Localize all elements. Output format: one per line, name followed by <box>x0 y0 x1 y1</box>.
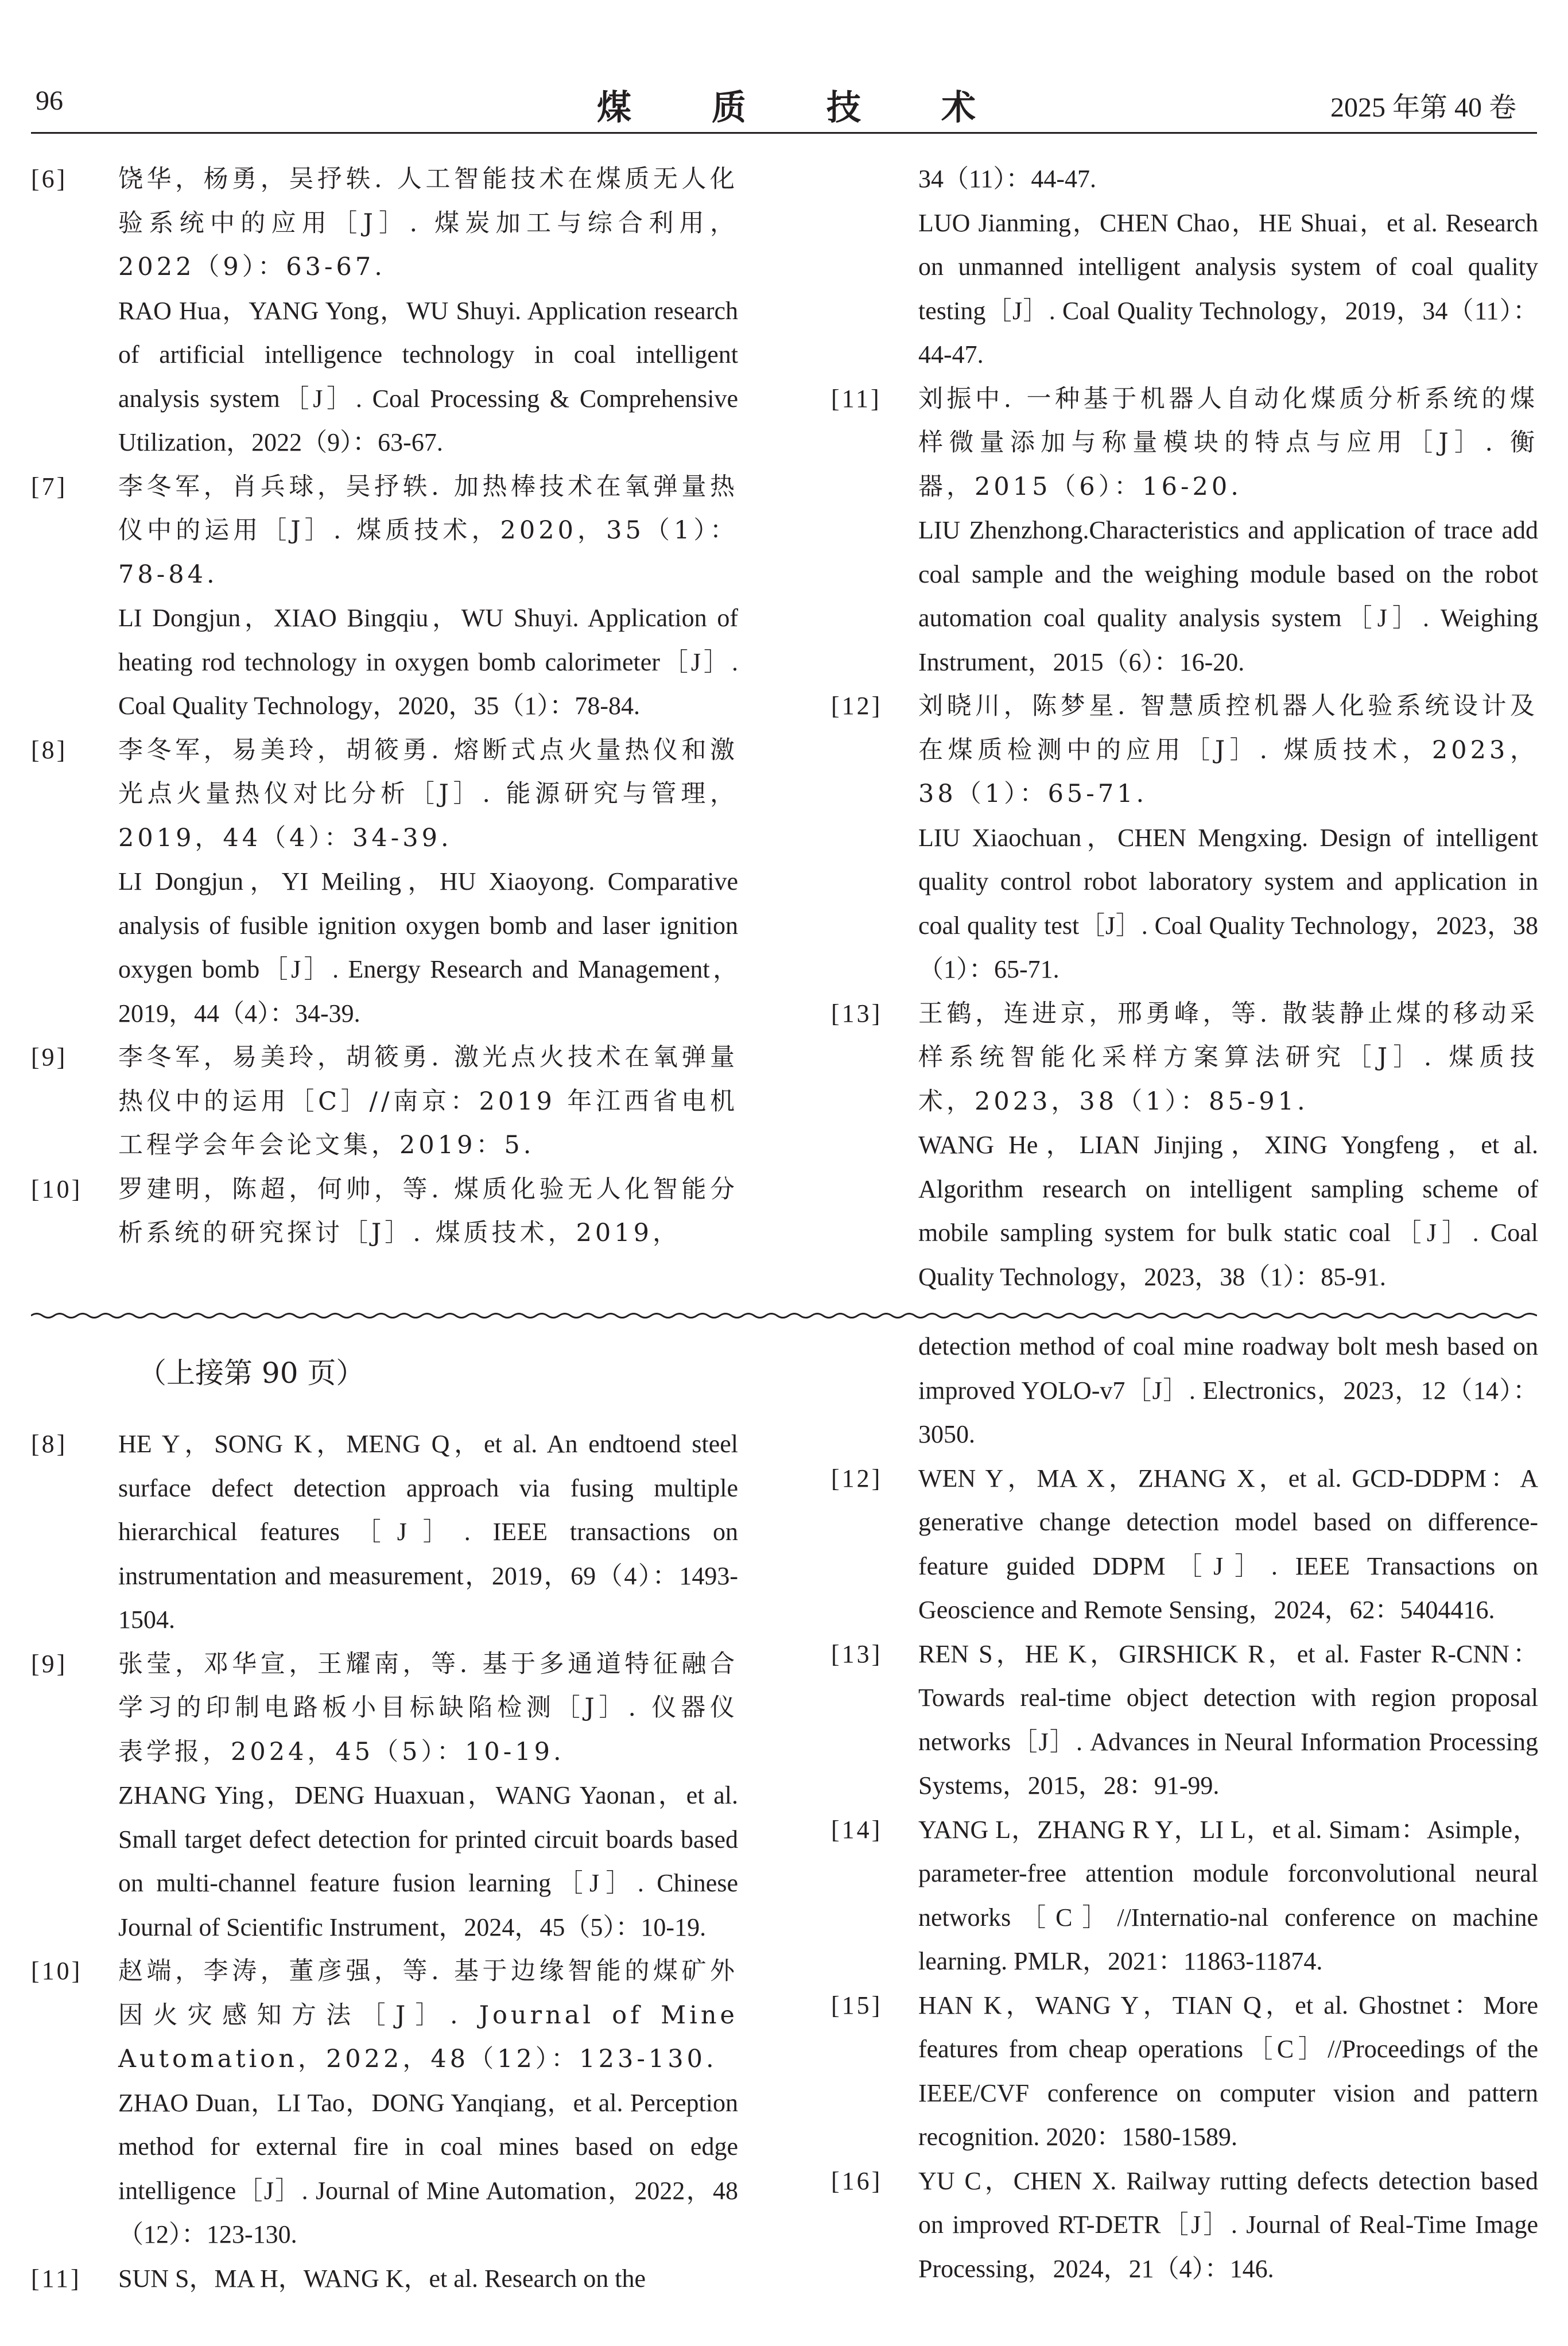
reference-text-en: WANG He，LIAN Jinjing，XING Yongfeng，et al. Algorithm research on intelligent sampling scheme of mobile sampling system for bulk static coal［J］. Coal Quality Technology，2023，38（1）：85-91. <box>918 1131 1538 1291</box>
reference-item <box>31 465 738 728</box>
reference-text-en: YU C，CHEN X. Railway rutting defects detection based on improved RT-DETR［J］. Journal of Real-Time Image Processing，2024，21（4）：146. <box>918 2166 1538 2283</box>
page-number: 96 <box>36 86 63 116</box>
references-column-left-2 <box>31 1422 738 2301</box>
reference-number: [11] <box>831 384 882 413</box>
reference-number: [10] <box>31 1957 83 1985</box>
reference-text-cn: 罗建明，陈超，何帅，等. 煤质化验无人化智能分析系统的研究探讨［J］. 煤质技术，2019， <box>118 1174 738 1247</box>
reference-item <box>31 157 738 465</box>
reference-text-cn: 李冬军，易美玲，胡筱勇. 熔断式点火量热仪和激光点火量热仪对比分析［J］. 能源研究与管理，2019，44（4）：34-39. <box>118 735 738 852</box>
journal-title-char: 质 <box>712 88 746 128</box>
journal-title <box>597 80 976 130</box>
reference-number: [12] <box>831 692 883 720</box>
reference-continuation <box>831 157 1538 377</box>
reference-number: [11] <box>31 2264 81 2293</box>
reference-item <box>831 1457 1538 1632</box>
journal-title-char: 煤 <box>597 88 631 128</box>
reference-text-en: LIU Zhenzhong.Characteristics and application of trace add coal sample and the weighing module based on the robot automation coal quality analysis system［J］. Weighing Instrument，2015（6）：16-20. <box>918 516 1538 676</box>
reference-number: [8] <box>31 1430 68 1458</box>
journal-title-char: 术 <box>941 88 976 128</box>
reference-text-en: HE Y，SONG K，MENG Q，et al. An endtoend steel surface defect detection approach via fusing multiple hierarchical features［J］. IEEE transactions on instrumentation and measurement，2019，69（4）：1493-1504. <box>118 1430 738 1634</box>
references-column-right-2 <box>831 1325 1538 2291</box>
reference-number: [6] <box>31 165 68 193</box>
reference-item <box>831 684 1538 992</box>
reference-text-cn: 刘晓川，陈梦星. 智慧质控机器人化验系统设计及在煤质检测中的应用［J］. 煤质技术，2023，38（1）：65-71. <box>918 692 1538 808</box>
reference-text-en: HAN K，WANG Y，TIAN Q，et al. Ghostnet：More features from cheap operations［C］//Proceedings of the IEEE/CVF conference on computer vision and pattern recognition. 2020：1580-1589. <box>918 1991 1538 2151</box>
reference-text-en: YANG L，ZHANG R Y，LI L，et al. Simam：Asimple，parameter-free attention module forconvolutional neural networks［C］//Internatio-nal conference on machine learning. PMLR，2021：11863-11874. <box>918 1815 1538 1975</box>
header-rule <box>31 132 1537 134</box>
reference-item <box>31 1642 738 1950</box>
journal-title-char: 技 <box>826 88 861 128</box>
reference-text-en: REN S，HE K，GIRSHICK R，et al. Faster R-CNN：Towards real-time object detection with region proposal networks［J］. Advances in Neural Information Processing Systems，2015，28：91-99. <box>918 1639 1538 1800</box>
reference-text-cn: 王鹤，连进京，邢勇峰，等. 散装静止煤的移动采样系统智能化采样方案算法研究［J］. 煤质技术，2023，38（1）：85-91. <box>918 999 1538 1116</box>
reference-item <box>831 2159 1538 2291</box>
continued-from-note: （上接第 90 页） <box>138 1356 365 1390</box>
references-column-left <box>31 157 738 1255</box>
reference-continuation-text: detection method of coal mine roadway bolt mesh based on improved YOLO-v7［J］. Electronics，2023，12（14）：3050. <box>918 1332 1538 1448</box>
reference-text-cn: 李冬军，易美玲，胡筱勇. 激光点火技术在氧弹量热仪中的运用［C］//南京：2019 年江西省电机工程学会年会论文集，2019：5. <box>118 1043 738 1160</box>
volume-label: 2025 年第 40 卷 <box>1330 92 1516 123</box>
reference-item <box>831 1984 1538 2159</box>
reference-item <box>31 2257 738 2301</box>
reference-number: [8] <box>31 735 68 764</box>
reference-number: [9] <box>31 1649 68 1678</box>
reference-text-cn: 刘振中. 一种基于机器人自动化煤质分析系统的煤样微量添加与称量模块的特点与应用［J］. 衡器，2015（6）：16-20. <box>918 384 1538 501</box>
reference-item <box>31 1168 738 1255</box>
reference-text-en: WEN Y，MA X，ZHANG X，et al. GCD-DDPM：A generative change detection model based on difference-feature guided DDPM［J］. IEEE Transactions on Geoscience and Remote Sensing，2024，62：5404416. <box>918 1464 1538 1624</box>
reference-number: [9] <box>31 1043 68 1071</box>
reference-item <box>31 1036 738 1168</box>
reference-item <box>31 728 738 1036</box>
reference-item <box>831 992 1538 1300</box>
reference-number: [15] <box>831 1991 883 2019</box>
reference-item <box>831 1808 1538 1984</box>
reference-text-en: SUN S，MA H，WANG K，et al. Research on the <box>118 2264 646 2293</box>
reference-number: [13] <box>831 1639 883 1668</box>
reference-text-cn: 赵端，李涛，董彦强，等. 基于边缘智能的煤矿外因火灾感知方法［J］. Journal of Mine Automation，2022，48（12）：123-130. <box>118 1957 738 2073</box>
reference-text-cn: 李冬军，肖兵球，吴抒轶. 加热棒技术在氧弹量热仪中的运用［J］. 煤质技术，2020，35（1）：78-84. <box>118 472 738 589</box>
reference-item <box>31 1422 738 1642</box>
reference-text-en: LIU Xiaochuan，CHEN Mengxing. Design of intelligent quality control robot laboratory system and application in coal quality test［J］. Coal Quality Technology，2023，38（1）：65-71. <box>918 823 1538 983</box>
reference-text-cn: 饶华，杨勇，吴抒轶. 人工智能技术在煤质无人化验系统中的应用［J］. 煤炭加工与综合利用，2022（9）：63-67. <box>118 165 738 281</box>
reference-continuation-en: LUO Jianming，CHEN Chao，HE Shuai，et al. Research on unmanned intelligent analysis system of coal quality testing［J］. Coal Quality Technology，2019，34（11）：44-47. <box>918 208 1538 369</box>
reference-continuation-text: 34（11）：44-47. <box>918 165 1097 193</box>
reference-item <box>831 377 1538 685</box>
reference-continuation <box>831 1325 1538 1457</box>
reference-number: [12] <box>831 1464 883 1492</box>
section-divider <box>31 1312 1537 1320</box>
reference-text-en: LI Dongjun，YI Meiling，HU Xiaoyong. Comparative analysis of fusible ignition oxygen bomb and laser ignition oxygen bomb［J］. Energy Research and Management，2019，44（4）：34-39. <box>118 867 738 1027</box>
reference-text-en: ZHANG Ying，DENG Huaxuan，WANG Yaonan，et al. Small target defect detection for printed circuit boards based on multi-channel feature fusion learning［J］. Chinese Journal of Scientific Instrument，2024，45（5）：10-19. <box>118 1781 738 1941</box>
reference-item <box>831 1632 1538 1808</box>
reference-text-cn: 张莹，邓华宣，王耀南，等. 基于多通道特征融合学习的印制电路板小目标缺陷检测［J］. 仪器仪表学报，2024，45（5）：10-19. <box>118 1649 738 1766</box>
reference-text-en: RAO Hua，YANG Yong，WU Shuyi. Application research of artificial intelligence technology in coal intelligent analysis system［J］. Coal Processing & Comprehensive Utilization，2022（9）：63-67. <box>118 296 738 456</box>
reference-number: [10] <box>31 1174 83 1203</box>
reference-text-en: ZHAO Duan，LI Tao，DONG Yanqiang，et al. Perception method for external fire in coal mines based on edge intelligence［J］. Journal of Mine Automation，2022，48（12）：123-130. <box>118 2088 738 2248</box>
references-column-right <box>831 157 1538 1299</box>
reference-number: [7] <box>31 472 68 501</box>
reference-number: [13] <box>831 999 883 1027</box>
reference-text-en: LI Dongjun，XIAO Bingqiu，WU Shuyi. Application of heating rod technology in oxygen bomb calorimeter［J］. Coal Quality Technology，2020，35（1）：78-84. <box>118 604 738 720</box>
reference-item <box>31 1949 738 2257</box>
reference-number: [16] <box>831 2166 883 2195</box>
reference-number: [14] <box>831 1815 883 1844</box>
